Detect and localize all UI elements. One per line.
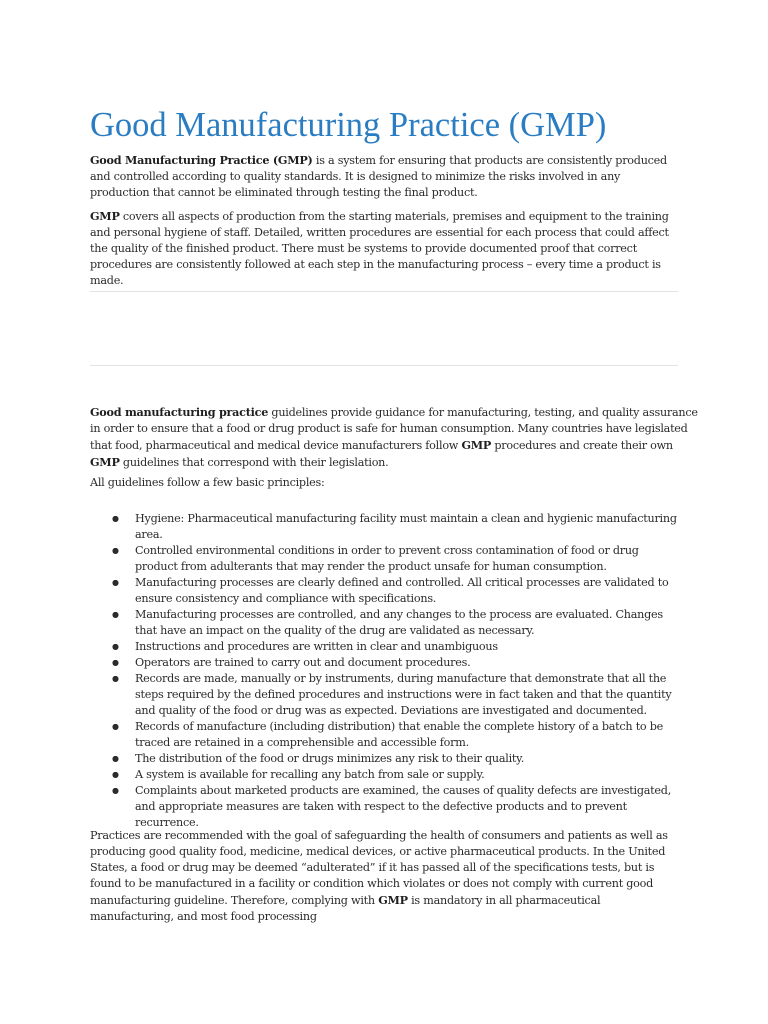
bullet-icon: ●: [112, 674, 119, 683]
list-item: [90, 671, 678, 719]
list-item: [90, 639, 678, 655]
list-item: [90, 607, 678, 639]
list-item-text: Records are made, manually or by instruments, during manufacture that demonstrate that all the steps required by the defined procedures and instructions were in fact taken and that the quantity and quality of the food or drug was as expected. Deviations are investigated and documented.: [135, 672, 672, 717]
list-item-text: Controlled environmental conditions in order to prevent cross contamination of food or drug product from adulterants that may render the product unsafe for human consumption.: [135, 544, 639, 573]
bullet-icon: ●: [112, 610, 119, 619]
intro-paragraph: [90, 152, 678, 201]
intro-term: Good Manufacturing Practice (GMP): [90, 153, 313, 167]
scope-text: covers all aspects of production from the starting materials, premises and equipment to the training and personal hygiene of staff. Detailed, written procedures are essential for each process that could affect the quality of the finished product. There must be systems to provide documented proof that correct procedures are consistently followed at each step in the manufacturing process – every time a product is made.: [90, 210, 669, 287]
list-item-text: Complaints about marketed products are examined, the causes of quality defects are investigated, and appropriate measures are taken with respect to the defective products and to prevent recurrence.: [135, 784, 672, 829]
guidelines-text-1: guidelines provide guidance for manufacturing, testing, and quality assurance in order to ensure that a food or drug product is safe for human consumption. Many countries have legislated that food, pharmaceutical and medical device manufacturers follow: [90, 406, 698, 452]
list-item-text: Manufacturing processes are controlled, and any changes to the process are evaluated. Changes that have an impact on the quality of the drug are validated as necessary.: [135, 608, 663, 637]
practices-gmp: GMP: [378, 893, 408, 907]
list-item: [90, 719, 678, 751]
scope-paragraph: [90, 208, 678, 289]
guidelines-term: Good manufacturing practice: [90, 405, 269, 419]
practices-paragraph: [90, 828, 678, 925]
guidelines-text-3: guidelines that correspond with their legislation.: [119, 456, 389, 469]
bullet-icon: ●: [112, 578, 119, 587]
bullet-icon: ●: [112, 514, 119, 523]
principles-list: [90, 511, 678, 831]
bullet-icon: ●: [112, 658, 119, 667]
bullet-icon: ●: [112, 642, 119, 651]
intro-text: is a system for ensuring that products are consistently produced and controlled according to quality standards. It is designed to minimize the risks involved in any production that cannot be eliminated through testing the final product.: [90, 154, 667, 199]
list-item: [90, 575, 678, 607]
guidelines-text-2: procedures and create their own: [491, 439, 673, 452]
guidelines-gmp-2: GMP: [90, 455, 120, 469]
list-item: [90, 783, 678, 831]
list-item: [90, 751, 678, 767]
bullet-icon: ●: [112, 770, 119, 779]
list-item: [90, 543, 678, 575]
list-item: [90, 511, 678, 543]
guidelines-paragraph: [90, 404, 702, 471]
practices-text-2: is mandatory in all pharmaceutical manufacturing, and most food processing: [90, 894, 601, 923]
practices-text-1: Practices are recommended with the goal of safeguarding the health of consumers and patients as well as producing good quality food, medicine, medical devices, or active pharmaceutical products. In the United States, a food or drug may be deemed “adulterated” if it has passed all of the specifications tests, but is found to be manufactured in a facility or condition which violates or does not comply with current good manufacturing guideline. Therefore, complying with: [90, 829, 668, 907]
list-item-text: Hygiene: Pharmaceutical manufacturing facility must maintain a clean and hygienic manufacturing area.: [135, 512, 677, 541]
page-title: Good Manufacturing Practice (GMP): [90, 106, 607, 144]
principles-intro: All guidelines follow a few basic principles:: [90, 476, 325, 489]
scope-term: GMP: [90, 209, 120, 223]
divider-bottom: [90, 365, 678, 366]
bullet-icon: ●: [112, 722, 119, 731]
bullet-icon: ●: [112, 546, 119, 555]
bullet-icon: ●: [112, 754, 119, 763]
divider-top: [90, 291, 678, 292]
list-item-text: Operators are trained to carry out and document procedures.: [135, 656, 471, 669]
list-item-text: A system is available for recalling any batch from sale or supply.: [135, 768, 485, 781]
bullet-icon: ●: [112, 786, 119, 795]
guidelines-gmp-1: GMP: [461, 438, 492, 452]
list-item: [90, 655, 678, 671]
list-item: [90, 767, 678, 783]
list-item-text: Manufacturing processes are clearly defined and controlled. All critical processes are validated to ensure consistency and compliance with specifications.: [135, 576, 669, 605]
list-item-text: The distribution of the food or drugs minimizes any risk to their quality.: [135, 752, 525, 765]
list-item-text: Records of manufacture (including distribution) that enable the complete history of a batch to be traced are retained in a comprehensible and accessible form.: [135, 720, 664, 749]
list-item-text: Instructions and procedures are written in clear and unambiguous: [135, 640, 498, 653]
